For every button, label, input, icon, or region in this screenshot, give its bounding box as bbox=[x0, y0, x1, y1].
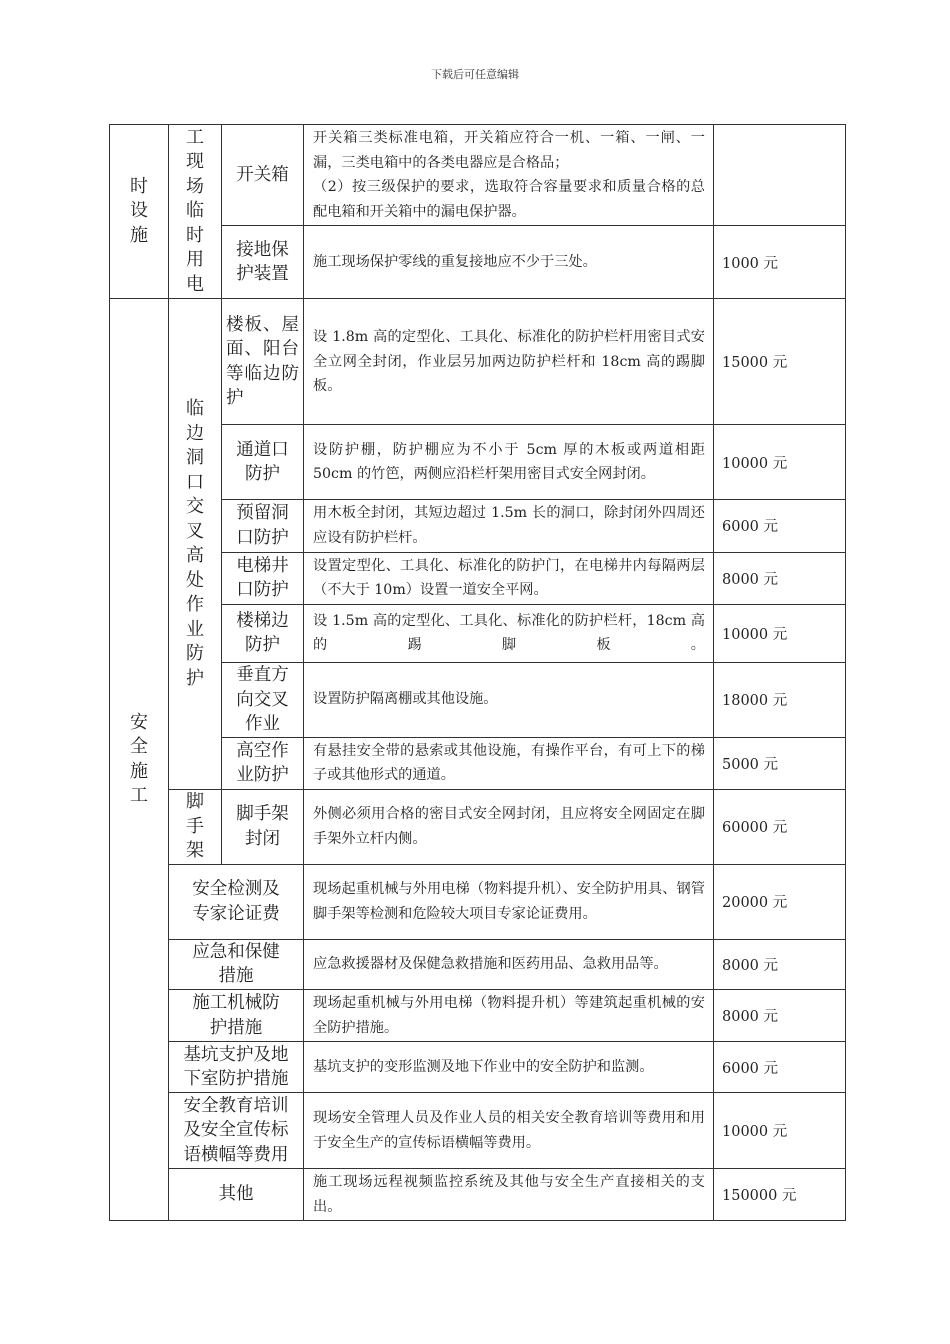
cost-cell: 6000 元 bbox=[714, 500, 846, 552]
description-cell: 开关箱三类标准电箱，开关箱应符合一机、一箱、一闸、一漏，三类电箱中的各类电器应是合格品； （2）按三级保护的要求，选取符合容量要求和质量合格的总配电箱和开关箱中的漏电保护器。 bbox=[304, 125, 714, 226]
description-cell: 应急救援器材及保健急救措施和医药用品、急救用品等。 bbox=[304, 939, 714, 989]
item-cell: 通道口 防护 bbox=[222, 425, 304, 500]
table-row bbox=[110, 1169, 846, 1221]
item-cell: 高空作 业防护 bbox=[222, 737, 304, 789]
cost-cell: 15000 元 bbox=[714, 299, 846, 425]
table-row bbox=[110, 939, 846, 989]
cost-cell: 8000 元 bbox=[714, 939, 846, 989]
description-cell: 设置防护隔离棚或其他设施。 bbox=[304, 662, 714, 737]
cost-cell: 5000 元 bbox=[714, 737, 846, 789]
description-cell: 设 1.5m 高的定型化、工具化、标准化的防护栏杆，18cm 高的踢脚板。 bbox=[304, 604, 714, 662]
item-cell: 楼板、屋面、阳台等临边防护 bbox=[222, 299, 304, 425]
item-cell: 楼梯边 防护 bbox=[222, 604, 304, 662]
table-row bbox=[110, 1042, 846, 1093]
page-header: 下载后可任意编辑 bbox=[431, 68, 519, 81]
cost-cell: 10000 元 bbox=[714, 604, 846, 662]
description-cell: 现场起重机械与外用电梯（物料提升机）等建筑起重机械的安全防护措施。 bbox=[304, 989, 714, 1041]
item-cell: 脚手架 封闭 bbox=[222, 789, 304, 864]
category-cell: 安 全 施 工 bbox=[110, 299, 169, 1221]
description-cell: 施工现场远程视频监控系统及其他与安全生产直接相关的支出。 bbox=[304, 1169, 714, 1221]
cost-cell: 1000 元 bbox=[714, 226, 846, 299]
cost-cell: 20000 元 bbox=[714, 864, 846, 939]
item-cell: 开关箱 bbox=[222, 125, 304, 226]
subcategory-cell: 脚 手 架 bbox=[169, 789, 222, 864]
description-cell: 外侧必须用合格的密目式安全网封闭，且应将安全网固定在脚手架外立杆内侧。 bbox=[304, 789, 714, 864]
category-cell: 时 设 施 bbox=[110, 125, 169, 299]
item-cell: 施工机械防护措施 bbox=[169, 989, 304, 1041]
description-cell: 施工现场保护零线的重复接地应不少于三处。 bbox=[304, 226, 714, 299]
table-row bbox=[110, 989, 846, 1041]
item-cell: 电梯井 口防护 bbox=[222, 552, 304, 604]
subcategory-cell: 临 边 洞 口 交 叉 高 处 作 业 防 护 bbox=[169, 299, 222, 790]
table-row bbox=[110, 864, 846, 939]
cost-cell: 8000 元 bbox=[714, 552, 846, 604]
cost-cell: 60000 元 bbox=[714, 789, 846, 864]
description-cell: 设置定型化、工具化、标准化的防护门，在电梯井内每隔两层（不大于 10m）设置一道安全平网。 bbox=[304, 552, 714, 604]
description-cell: 现场起重机械与外用电梯（物料提升机）、安全防护用具、钢管脚手架等检测和危险较大项目专家论证费用。 bbox=[304, 864, 714, 939]
cost-cell bbox=[714, 125, 846, 226]
cost-cell: 150000 元 bbox=[714, 1169, 846, 1221]
cost-cell: 10000 元 bbox=[714, 425, 846, 500]
description-cell: 设 1.8m 高的定型化、工具化、标准化的防护栏杆用密目式安全立网全封闭，作业层另加两边防护栏杆和 18cm 高的踢脚板。 bbox=[304, 299, 714, 425]
table-row bbox=[110, 1093, 846, 1169]
item-cell: 基坑支护及地下室防护措施 bbox=[169, 1042, 304, 1093]
cost-cell: 18000 元 bbox=[714, 662, 846, 737]
description-cell: 设防护棚，防护棚应为不小于 5cm 厚的木板或两道相距 50cm 的竹笆，两侧应沿栏杆架用密目式安全网封闭。 bbox=[304, 425, 714, 500]
item-cell: 接地保 护装置 bbox=[222, 226, 304, 299]
item-cell: 垂直方 向交叉 作业 bbox=[222, 662, 304, 737]
description-cell: 有悬挂安全带的悬索或其他设施，有操作平台，有可上下的梯子或其他形式的通道。 bbox=[304, 737, 714, 789]
cost-table bbox=[109, 124, 846, 1221]
cost-cell: 6000 元 bbox=[714, 1042, 846, 1093]
table-row bbox=[110, 789, 846, 864]
description-cell: 现场安全管理人员及作业人员的相关安全教育培训等费用和用于安全生产的宣传标语横幅等费用。 bbox=[304, 1093, 714, 1169]
item-cell: 应急和保健措施 bbox=[169, 939, 304, 989]
subcategory-cell: 工 现 场 临 时 用 电 bbox=[169, 125, 222, 299]
item-cell: 其他 bbox=[169, 1169, 304, 1221]
table-row bbox=[110, 299, 846, 425]
table-row bbox=[110, 125, 846, 226]
item-cell: 预留洞 口防护 bbox=[222, 500, 304, 552]
item-cell: 安全检测及专家论证费 bbox=[169, 864, 304, 939]
description-cell: 基坑支护的变形监测及地下作业中的安全防护和监测。 bbox=[304, 1042, 714, 1093]
cost-cell: 8000 元 bbox=[714, 989, 846, 1041]
description-cell: 用木板全封闭，其短边超过 1.5m 长的洞口，除封闭外四周还应设有防护栏杆。 bbox=[304, 500, 714, 552]
item-cell: 安全教育培训及安全宣传标语横幅等费用 bbox=[169, 1093, 304, 1169]
cost-cell: 10000 元 bbox=[714, 1093, 846, 1169]
